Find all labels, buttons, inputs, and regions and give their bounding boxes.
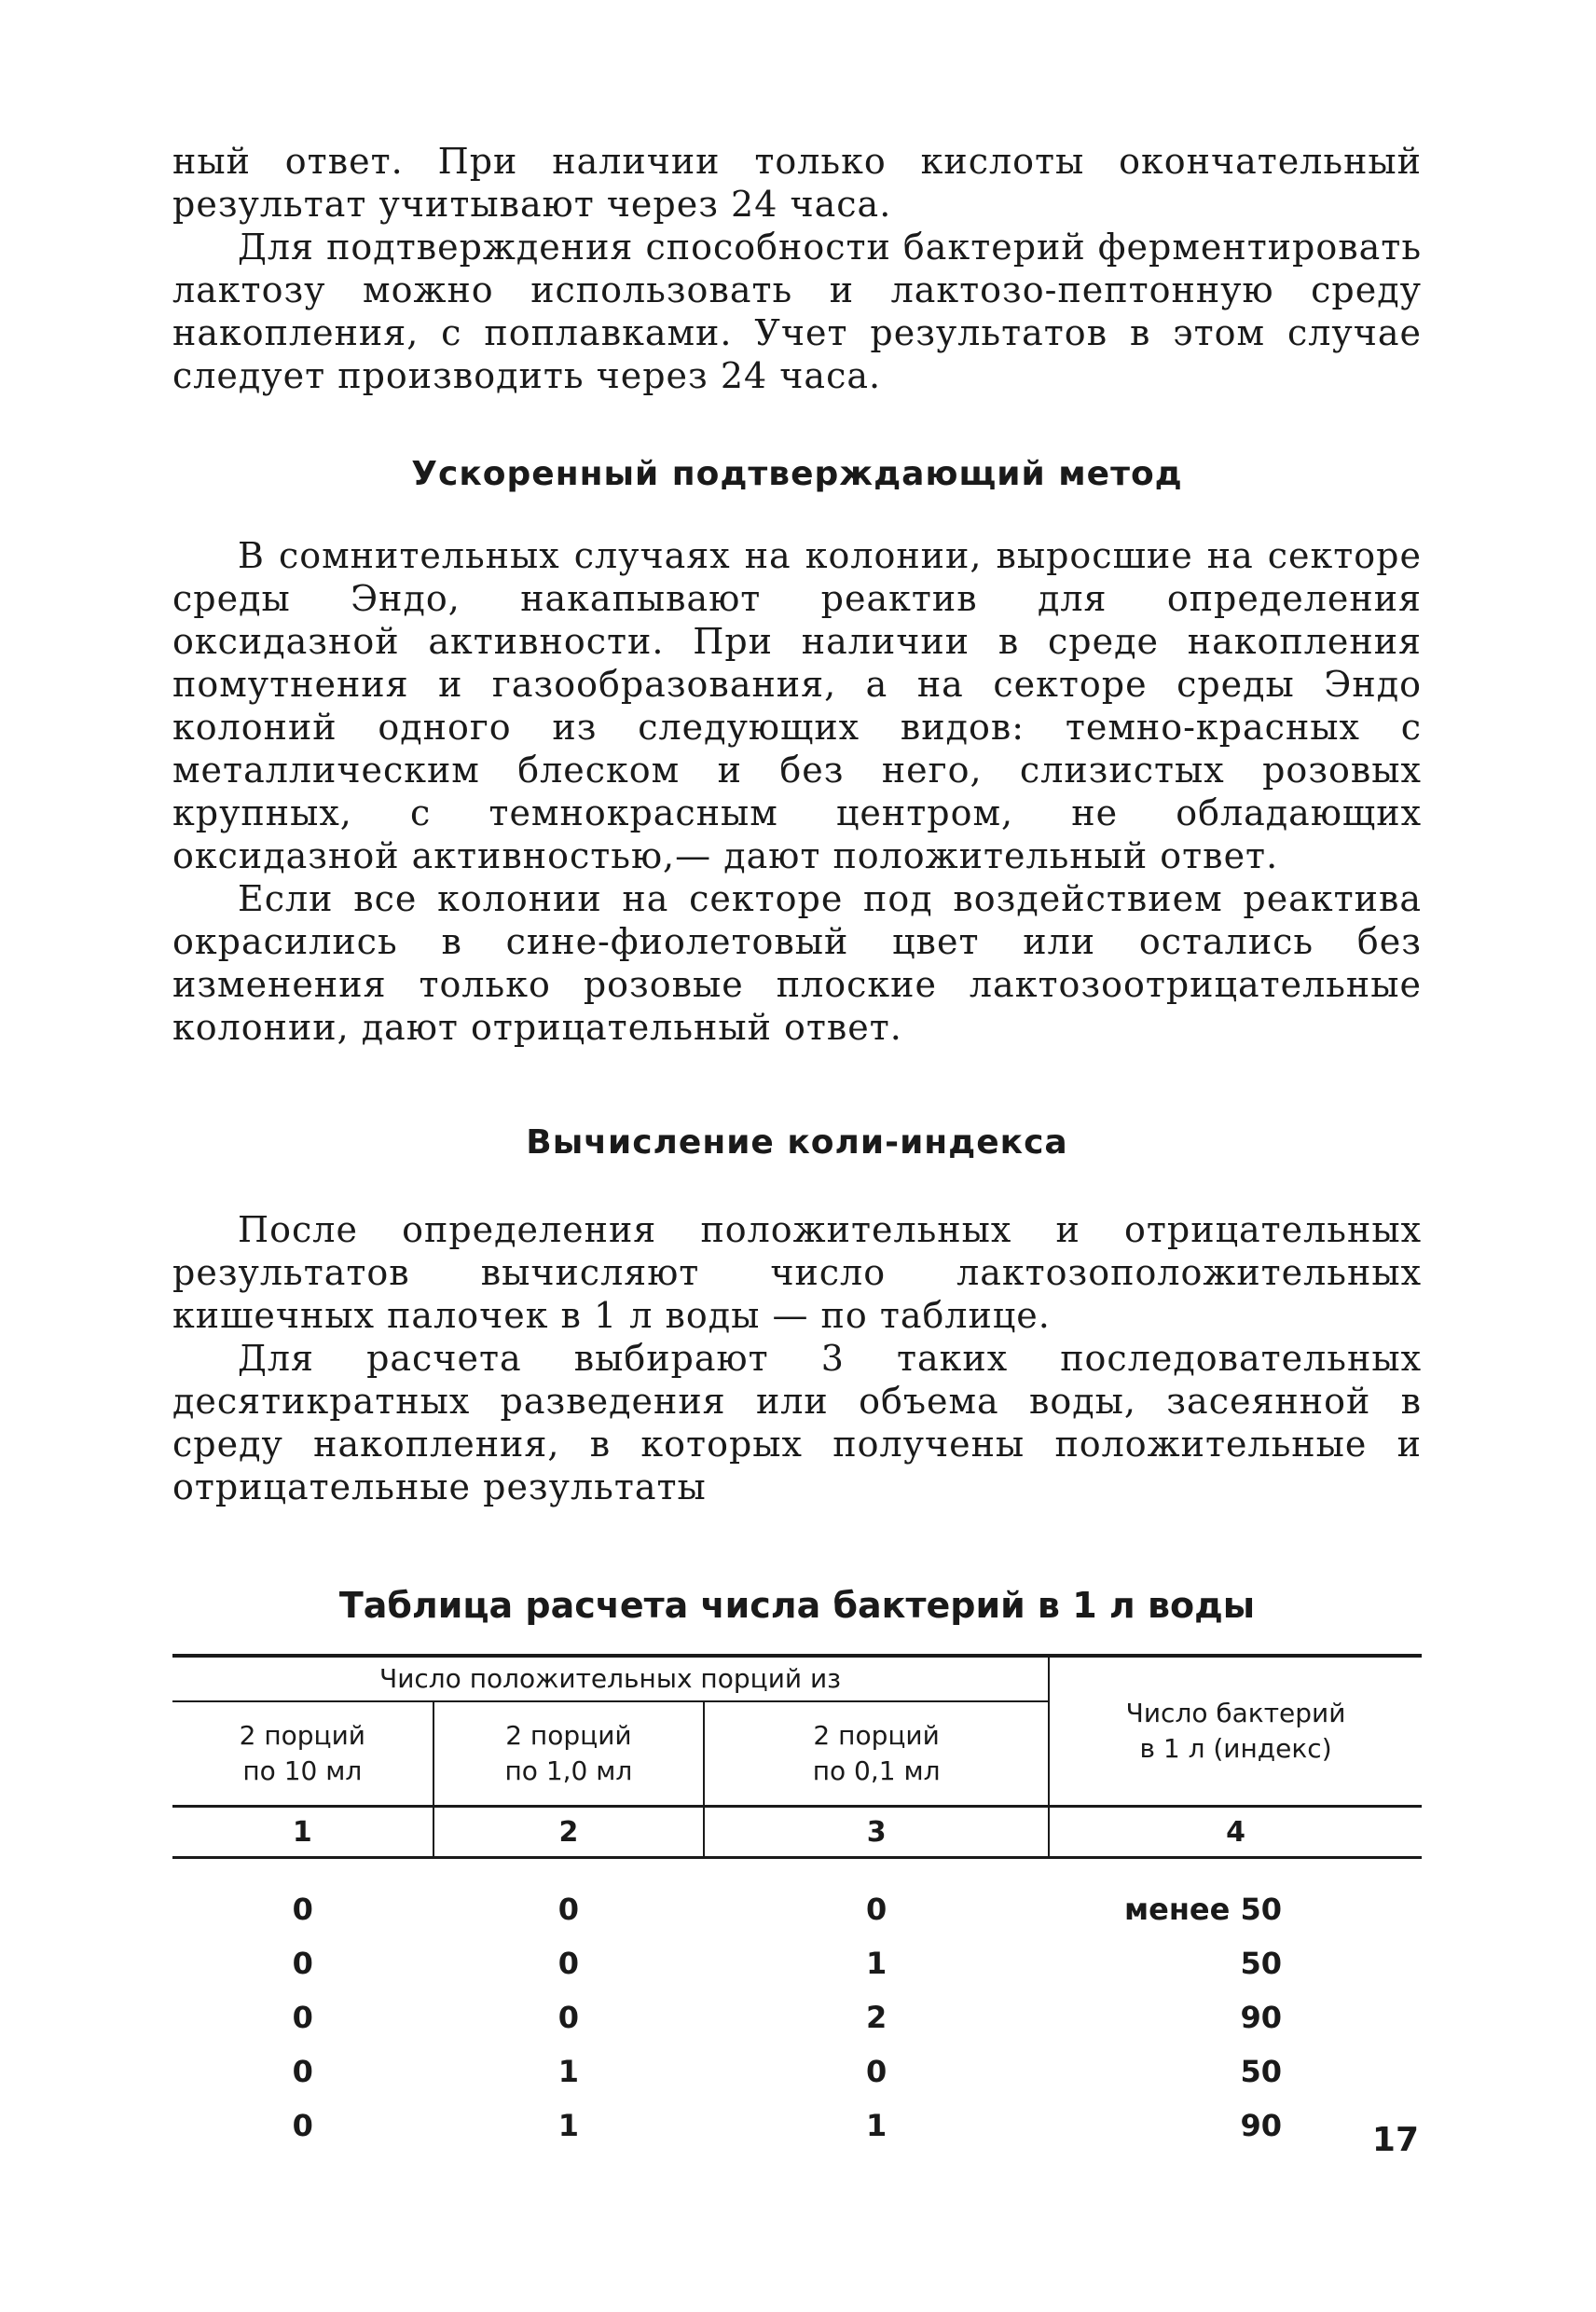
column-number: 4 — [1049, 1807, 1422, 1858]
table-cell-index: менее 50 — [1123, 1892, 1282, 1927]
table-header-index-line1: Число бактерий — [1125, 1698, 1346, 1728]
paragraph-coli-calculation: После определения положительных и отрицательных результатов вычисляют число лактозоположительных кишечных палочек в 1 л воды — по таблице. — [172, 1209, 1422, 1336]
table-title: Таблица расчета числа бактерий в 1 л воды — [338, 1585, 1256, 1626]
table-header-10ml — [172, 1701, 433, 1807]
table-cell: 2 — [865, 2000, 887, 2035]
heading-coli-index: Вычисление коли-индекса — [526, 1123, 1068, 1162]
table-cell: 1 — [865, 2108, 887, 2143]
paragraph-dilution-selection: Для расчета выбирают 3 таких последовательных десятикратных разведения или объема воды, засеянной в среду накопления, в которых получены положительные и отрицательные результаты — [172, 1338, 1422, 1507]
page-number: 17 — [1371, 2121, 1419, 2159]
table-header-1ml-line1: 2 порций — [505, 1720, 632, 1751]
table-header-01ml-line1: 2 порций — [813, 1720, 940, 1751]
table-cell-index: 90 — [1240, 2000, 1282, 2035]
table-header-index-line2: в 1 л (индекс) — [1139, 1733, 1332, 1764]
table-row — [172, 1936, 1422, 1990]
table-row — [172, 1858, 1422, 1937]
table-cell: 0 — [292, 2108, 313, 2143]
table-header-1ml-line2: по 1,0 мл — [504, 1755, 633, 1786]
table-cell: 0 — [557, 1946, 580, 1981]
table-cell: 0 — [557, 2000, 580, 2035]
table-header-10ml-line2: по 10 мл — [242, 1755, 363, 1786]
table-column-numbers — [172, 1807, 1422, 1858]
table-row — [172, 2099, 1422, 2153]
table-cell: 1 — [865, 1946, 887, 1981]
column-number: 3 — [704, 1807, 1049, 1858]
page-content — [172, 140, 1422, 2153]
table-cell: 0 — [865, 2054, 887, 2089]
table-header-10ml-line1: 2 порций — [239, 1720, 365, 1751]
table-cell: 1 — [557, 2108, 580, 2143]
table-cell: 0 — [292, 2000, 313, 2035]
table-cell: 0 — [865, 1892, 887, 1927]
table-header-01ml-line2: по 0,1 мл — [812, 1755, 941, 1786]
table-cell: 0 — [557, 1892, 580, 1927]
table-row — [172, 2044, 1422, 2099]
table-cell: 0 — [292, 2054, 313, 2089]
table-header-1ml — [433, 1701, 705, 1807]
paragraph-continuation: ный ответ. При наличии только кислоты окончательный результат учитывают через 24 часа. — [172, 141, 1422, 225]
table-header-index — [1049, 1656, 1422, 1807]
table-group-header: Число положительных порций из — [172, 1656, 1049, 1701]
bacteria-count-table — [172, 1654, 1422, 2153]
paragraph-negative-answer: Если все колонии на секторе под воздействием реактива окрасились в сине-фиолетовый цвет или остались без изменения только розовые плоские лактозоотрицательные колонии, дают отрицательный ответ. — [172, 878, 1422, 1048]
paragraph-positive-answer: В сомнительных случаях на колонии, выросшие на секторе среды Эндо, накапывают реактив для определения оксидазной активности. При наличии в среде накопления помутнения и газообразования, а на секторе среды Эндо колоний одного из следующих видов: темно-красных с металлическим блеском и без него, слизистых розовых крупных, с темнокрасным центром, не обладающих оксидазной активностью,— дают положительный ответ. — [172, 535, 1422, 876]
paragraph-lactose-confirmation: Для подтверждения способности бактерий ферментировать лактозу можно использовать и лактозо-пептонную среду накопления, с поплавками. Учет результатов в этом случае следует производить через 24 часа. — [172, 227, 1423, 396]
table-cell-index: 50 — [1240, 2054, 1282, 2089]
column-number: 1 — [172, 1807, 433, 1858]
table-cell-index: 50 — [1240, 1946, 1282, 1981]
table-header-01ml — [704, 1701, 1049, 1807]
table-row — [172, 1990, 1422, 2044]
table-cell: 1 — [557, 2054, 580, 2089]
table-cell: 0 — [292, 1946, 313, 1981]
table-cell-index: 90 — [1240, 2108, 1282, 2143]
table-cell: 0 — [292, 1892, 313, 1927]
column-number: 2 — [433, 1807, 705, 1858]
heading-accelerated-method: Ускоренный подтверждающий метод — [411, 455, 1183, 493]
